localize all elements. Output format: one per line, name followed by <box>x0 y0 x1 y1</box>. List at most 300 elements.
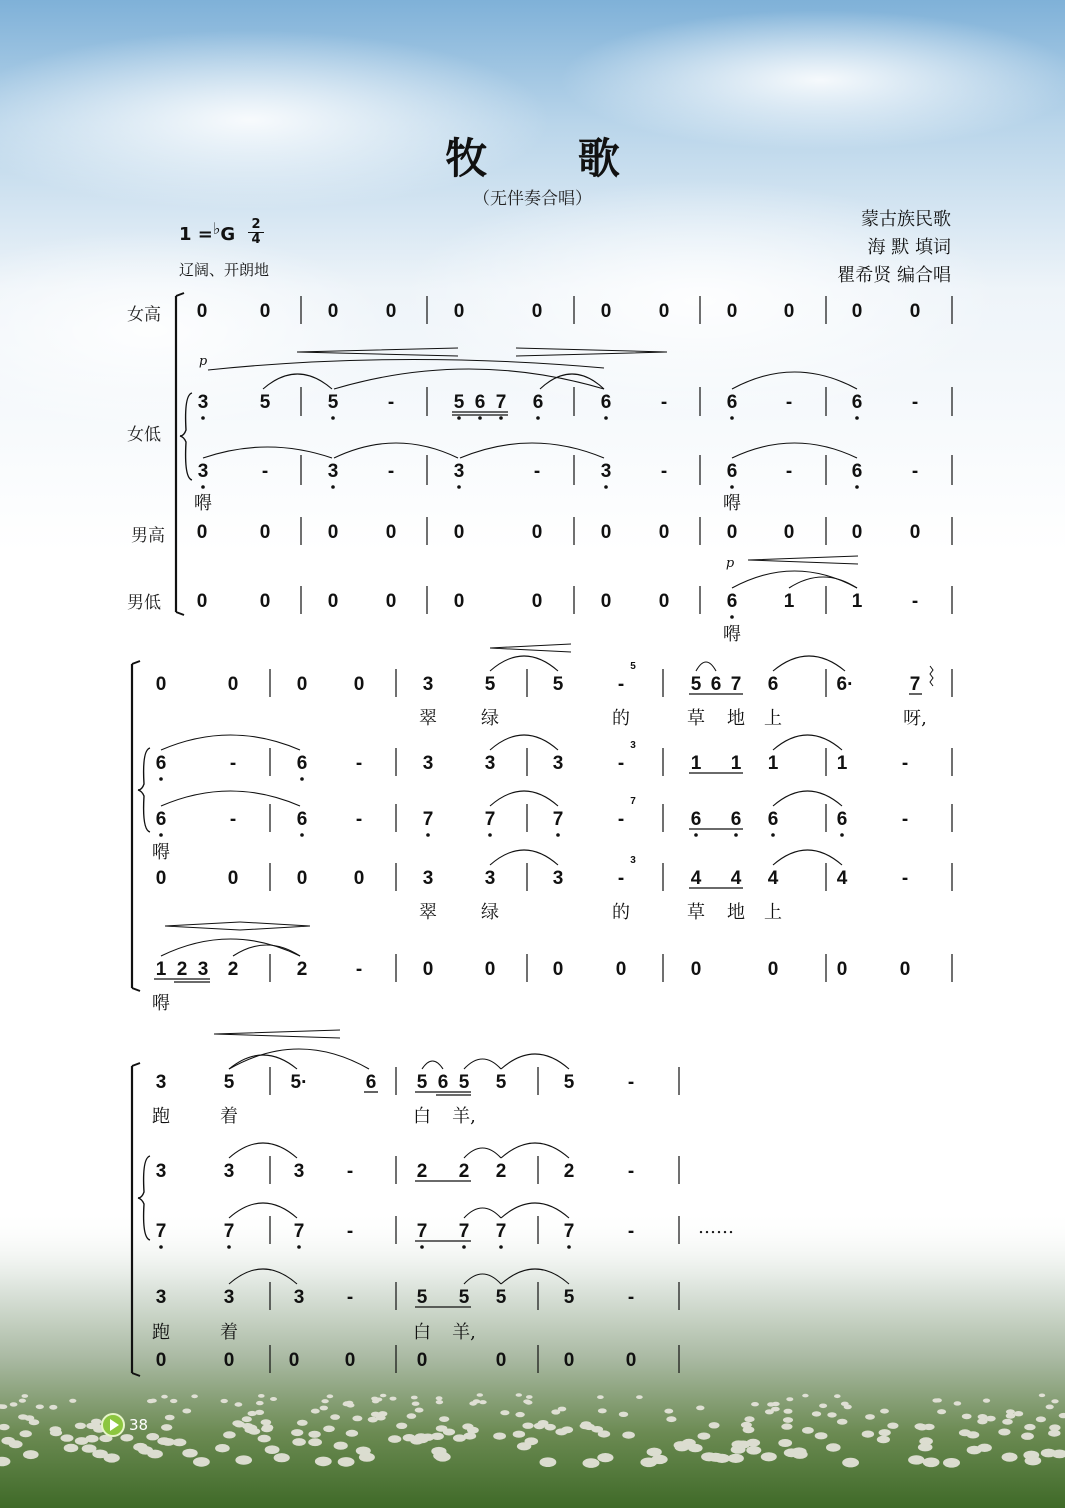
lyric: 呀, <box>903 708 927 729</box>
tempo-marking: 辽阔、开朗地 <box>179 261 270 279</box>
note: 0 <box>288 1350 300 1371</box>
note: 3 <box>197 461 209 482</box>
note: 6 <box>365 1072 377 1093</box>
note: 6 <box>155 753 167 774</box>
note: 0 <box>327 591 339 612</box>
note: 2 <box>495 1161 507 1182</box>
note: 6 <box>474 392 486 413</box>
lyric: 翠 <box>419 708 437 729</box>
note: 3 <box>155 1072 167 1093</box>
voice-label-alto: 女低 <box>127 425 161 445</box>
note: 3 <box>155 1161 167 1182</box>
note: 3 <box>552 753 564 774</box>
low-octave-dot <box>300 833 304 837</box>
note: 6 <box>690 809 702 830</box>
low-octave-dot <box>420 1245 424 1249</box>
note: 6 <box>851 461 863 482</box>
note: 0 <box>296 868 308 889</box>
note: - <box>617 868 625 889</box>
note: 0 <box>658 301 670 322</box>
note: 3 <box>484 868 496 889</box>
alto-brace <box>138 748 150 832</box>
phrase-slur <box>208 359 604 370</box>
note: - <box>660 392 668 413</box>
slur <box>229 1143 297 1158</box>
lyric: 上 <box>764 708 782 729</box>
song-title: 牧 歌 <box>445 134 658 183</box>
note: 7 <box>293 1221 305 1242</box>
low-octave-dot <box>159 833 163 837</box>
note: 7 <box>495 392 507 413</box>
slur <box>490 656 558 671</box>
note: - <box>346 1221 354 1242</box>
note: 0 <box>353 674 365 695</box>
slur <box>229 1269 297 1284</box>
low-octave-dot <box>730 485 734 489</box>
note: - <box>627 1221 635 1242</box>
slur <box>501 1054 569 1069</box>
note: 1 <box>767 753 779 774</box>
note: 5 <box>495 1072 507 1093</box>
note: 0 <box>690 959 702 980</box>
note: 6 <box>155 809 167 830</box>
note: 6 <box>600 392 612 413</box>
bracket-cap-bottom <box>132 988 140 991</box>
note: 3 <box>422 868 434 889</box>
note: - <box>346 1161 354 1182</box>
note: 0 <box>899 959 911 980</box>
low-octave-dot <box>159 777 163 781</box>
lyric: 嘚 <box>723 493 741 514</box>
note: 0 <box>531 522 543 543</box>
note: 5 <box>453 392 465 413</box>
note: - <box>533 461 541 482</box>
note: 0 <box>155 1350 167 1371</box>
low-octave-dot <box>331 416 335 420</box>
note: 2 <box>176 959 188 980</box>
note: 0 <box>196 301 208 322</box>
slur <box>501 1269 569 1284</box>
low-octave-dot <box>855 416 859 420</box>
note: 0 <box>658 522 670 543</box>
note: 6 <box>296 809 308 830</box>
note: - <box>911 461 919 482</box>
slur <box>464 1208 501 1218</box>
note: - <box>627 1161 635 1182</box>
note: 3 <box>197 392 209 413</box>
bracket-cap-bottom <box>132 1373 140 1376</box>
diminuendo-hairpin <box>240 922 310 930</box>
note: 0 <box>453 522 465 543</box>
note: - <box>901 868 909 889</box>
lyric: 上 <box>764 902 782 923</box>
credit-arranger: 瞿希贤 编合唱 <box>837 265 951 286</box>
key-note: G <box>220 224 236 245</box>
note: - <box>785 461 793 482</box>
alto-brace <box>138 1156 150 1240</box>
tie <box>732 443 857 458</box>
note: - <box>901 753 909 774</box>
note: 0 <box>155 674 167 695</box>
lyric: 白 <box>413 1322 431 1343</box>
note: - <box>901 809 909 830</box>
note: 5 <box>259 392 271 413</box>
note: 0 <box>353 868 365 889</box>
note: 5 <box>495 1287 507 1308</box>
note: 0 <box>227 674 239 695</box>
note: 0 <box>909 301 921 322</box>
note: 3 <box>223 1287 235 1308</box>
note: 0 <box>385 522 397 543</box>
note: 2 <box>296 959 308 980</box>
meter-bottom: 4 <box>251 232 261 247</box>
note: 0 <box>453 301 465 322</box>
note: 3 <box>197 959 209 980</box>
note: 0 <box>416 1350 428 1371</box>
note: 7 <box>730 674 742 695</box>
lyric: 地 <box>727 902 745 923</box>
low-octave-dot <box>604 485 608 489</box>
note: - <box>355 959 363 980</box>
note: - <box>911 591 919 612</box>
low-octave-dot <box>300 777 304 781</box>
crescendo-hairpin <box>297 348 458 356</box>
low-octave-dot <box>462 1245 466 1249</box>
note: 0 <box>327 301 339 322</box>
note: - <box>660 461 668 482</box>
note: 0 <box>552 959 564 980</box>
note: 0 <box>783 301 795 322</box>
note: 7 <box>563 1221 575 1242</box>
low-octave-dot <box>488 833 492 837</box>
note: 0 <box>563 1350 575 1371</box>
crescendo-hairpin <box>214 1030 340 1038</box>
note: - <box>229 753 237 774</box>
credit-origin: 蒙古族民歌 <box>861 209 951 230</box>
note: 3 <box>600 461 612 482</box>
note: 5 <box>327 392 339 413</box>
note: 7 <box>458 1221 470 1242</box>
grace-note: 3 <box>630 855 636 866</box>
note: 0 <box>344 1350 356 1371</box>
note: - <box>911 392 919 413</box>
lyric: 着 <box>220 1322 238 1343</box>
note: - <box>387 392 395 413</box>
note: - <box>617 809 625 830</box>
slur <box>334 369 604 389</box>
note: 2 <box>227 959 239 980</box>
note: - <box>617 674 625 695</box>
note: 3 <box>422 753 434 774</box>
play-icon[interactable] <box>101 1413 125 1437</box>
low-octave-dot <box>227 1245 231 1249</box>
lyric: 羊, <box>452 1106 476 1127</box>
low-octave-dot <box>734 833 738 837</box>
note: - <box>627 1072 635 1093</box>
note: 3 <box>552 868 564 889</box>
note: 0 <box>495 1350 507 1371</box>
note: 0 <box>223 1350 235 1371</box>
note: 2 <box>563 1161 575 1182</box>
note: 4 <box>836 868 848 889</box>
note: 1 <box>836 753 848 774</box>
low-octave-dot <box>771 833 775 837</box>
tie <box>203 447 332 458</box>
crescendo-hairpin <box>748 556 858 564</box>
low-octave-dot <box>730 615 734 619</box>
slur <box>161 735 300 750</box>
bracket-cap-top <box>176 293 184 296</box>
note: 0 <box>227 868 239 889</box>
low-octave-dot <box>201 485 205 489</box>
note: 4 <box>730 868 742 889</box>
note: 1 <box>851 591 863 612</box>
note: 6 <box>836 809 848 830</box>
note: 0 <box>259 522 271 543</box>
note: 5 <box>458 1287 470 1308</box>
lyric: 的 <box>612 708 630 729</box>
note: 6 <box>437 1072 449 1093</box>
low-octave-dot <box>567 1245 571 1249</box>
slur <box>501 1203 569 1218</box>
note: - <box>387 461 395 482</box>
note: 5 <box>563 1287 575 1308</box>
note: 3 <box>293 1161 305 1182</box>
slur <box>464 1059 501 1069</box>
note: 4 <box>690 868 702 889</box>
note: 7 <box>223 1221 235 1242</box>
note: 7 <box>552 809 564 830</box>
slur <box>464 1274 501 1284</box>
note: 0 <box>726 301 738 322</box>
note: 5 <box>416 1287 428 1308</box>
slur <box>773 791 842 806</box>
note: - <box>261 461 269 482</box>
note: 6 <box>767 674 779 695</box>
lyric: 嘚 <box>152 993 170 1014</box>
note: 0 <box>531 301 543 322</box>
note: 0 <box>909 522 921 543</box>
note: 1 <box>730 753 742 774</box>
note: 2 <box>458 1161 470 1182</box>
slur <box>696 662 716 671</box>
voice-label-soprano: 女高 <box>127 305 161 325</box>
lyric: 跑 <box>152 1322 170 1343</box>
note: 5 <box>563 1072 575 1093</box>
lyric: 草 <box>687 902 705 923</box>
voice-label-bass: 男低 <box>127 593 161 613</box>
trill-mark <box>930 666 933 686</box>
note: 0 <box>259 301 271 322</box>
slur <box>732 571 857 588</box>
page-number: 38 <box>129 1416 149 1434</box>
lyric: 翠 <box>419 902 437 923</box>
note: 5· <box>290 1072 308 1093</box>
note: 0 <box>327 522 339 543</box>
low-octave-dot <box>604 416 608 420</box>
note: 0 <box>851 301 863 322</box>
note: 6 <box>726 591 738 612</box>
note: 7 <box>416 1221 428 1242</box>
note: 3 <box>155 1287 167 1308</box>
low-octave-dot <box>694 833 698 837</box>
note: 7 <box>909 674 921 695</box>
slur <box>490 850 558 865</box>
note: 0 <box>783 522 795 543</box>
dynamic-piano: p <box>725 556 735 571</box>
slur <box>773 735 842 750</box>
flat-sign: ♭ <box>212 219 221 238</box>
low-octave-dot <box>536 416 540 420</box>
crescendo-hairpin <box>165 922 240 930</box>
note: 0 <box>296 674 308 695</box>
bracket-cap-top <box>132 1063 140 1066</box>
low-octave-dot <box>855 485 859 489</box>
note: 0 <box>726 522 738 543</box>
crescendo-hairpin <box>490 644 571 652</box>
note: - <box>355 753 363 774</box>
slur <box>732 372 857 389</box>
low-octave-dot <box>499 416 503 420</box>
note: 3 <box>327 461 339 482</box>
note: 0 <box>615 959 627 980</box>
note: 6· <box>836 674 854 695</box>
note: - <box>346 1287 354 1308</box>
slur <box>464 1148 501 1158</box>
low-octave-dot <box>457 416 461 420</box>
note: 6 <box>726 392 738 413</box>
note: 7 <box>495 1221 507 1242</box>
lyric: 草 <box>687 708 705 729</box>
note: - <box>785 392 793 413</box>
lyric: 跑 <box>152 1106 170 1127</box>
note: 0 <box>196 591 208 612</box>
note: 0 <box>385 591 397 612</box>
note: 6 <box>730 809 742 830</box>
voice-label-tenor: 男高 <box>131 526 165 546</box>
note: 2 <box>416 1161 428 1182</box>
lyric: 嘚 <box>194 493 212 514</box>
low-octave-dot <box>297 1245 301 1249</box>
low-octave-dot <box>201 416 205 420</box>
note: 0 <box>851 522 863 543</box>
dynamic-piano: p <box>198 354 208 369</box>
note: - <box>355 809 363 830</box>
note: 6 <box>532 392 544 413</box>
note: 0 <box>600 522 612 543</box>
grace-note: 5 <box>630 661 636 672</box>
note: 7 <box>155 1221 167 1242</box>
low-octave-dot <box>457 485 461 489</box>
note: 1 <box>690 753 702 774</box>
diminuendo-hairpin <box>516 348 667 356</box>
note: 4 <box>767 868 779 889</box>
note: 6 <box>767 809 779 830</box>
lyric: 嘚 <box>723 624 741 645</box>
note: 0 <box>767 959 779 980</box>
low-octave-dot <box>426 833 430 837</box>
note: 6 <box>710 674 722 695</box>
note: 6 <box>296 753 308 774</box>
note: 5 <box>552 674 564 695</box>
note: 6 <box>726 461 738 482</box>
lyric: 地 <box>727 708 745 729</box>
low-octave-dot <box>478 416 482 420</box>
note: 0 <box>484 959 496 980</box>
lyric: 嘚 <box>152 842 170 863</box>
low-octave-dot <box>331 485 335 489</box>
slur <box>229 1055 297 1069</box>
note: 3 <box>484 753 496 774</box>
note: 6 <box>851 392 863 413</box>
note: - <box>229 809 237 830</box>
meter-top: 2 <box>251 217 261 232</box>
slur <box>229 1049 369 1069</box>
low-octave-dot <box>499 1245 503 1249</box>
credit-lyricist: 海 默 填词 <box>867 237 951 258</box>
song-subtitle: （无伴奏合唱） <box>473 189 592 209</box>
bracket-cap-bottom <box>176 612 184 615</box>
slur <box>490 735 558 750</box>
slur <box>773 656 845 671</box>
tie <box>460 443 604 458</box>
note: 0 <box>422 959 434 980</box>
lyric: 绿 <box>481 902 499 923</box>
low-octave-dot <box>840 833 844 837</box>
note: 5 <box>416 1072 428 1093</box>
note: - <box>617 753 625 774</box>
note: 5 <box>690 674 702 695</box>
slur <box>263 374 332 389</box>
note: 0 <box>658 591 670 612</box>
slur <box>501 1143 569 1158</box>
low-octave-dot <box>159 1245 163 1249</box>
lyric: 着 <box>220 1106 238 1127</box>
note: 0 <box>600 591 612 612</box>
tie <box>334 443 458 458</box>
slur <box>773 850 842 865</box>
grace-note: 3 <box>630 740 636 751</box>
note: 1 <box>155 959 167 980</box>
note: 3 <box>422 674 434 695</box>
note: 3 <box>453 461 465 482</box>
note: 5 <box>458 1072 470 1093</box>
note: 0 <box>531 591 543 612</box>
slur <box>161 791 300 806</box>
alto-brace <box>180 393 192 480</box>
note: 0 <box>600 301 612 322</box>
lyric: 的 <box>612 902 630 923</box>
lyric: 羊, <box>452 1322 476 1343</box>
slur <box>233 945 300 956</box>
note: 0 <box>385 301 397 322</box>
lyric: 白 <box>413 1106 431 1127</box>
low-octave-dot <box>556 833 560 837</box>
note: 3 <box>293 1287 305 1308</box>
bracket-cap-top <box>132 661 140 664</box>
slur <box>229 1203 297 1218</box>
slur <box>422 1061 443 1069</box>
grace-note: 7 <box>630 796 636 807</box>
note: - <box>627 1287 635 1308</box>
note: 0 <box>155 868 167 889</box>
key-prefix: 1 = <box>179 224 213 245</box>
page-number-badge[interactable] <box>101 1413 148 1437</box>
note: 0 <box>836 959 848 980</box>
note: 7 <box>484 809 496 830</box>
note: 5 <box>484 674 496 695</box>
ellipsis: …… <box>698 1217 734 1238</box>
